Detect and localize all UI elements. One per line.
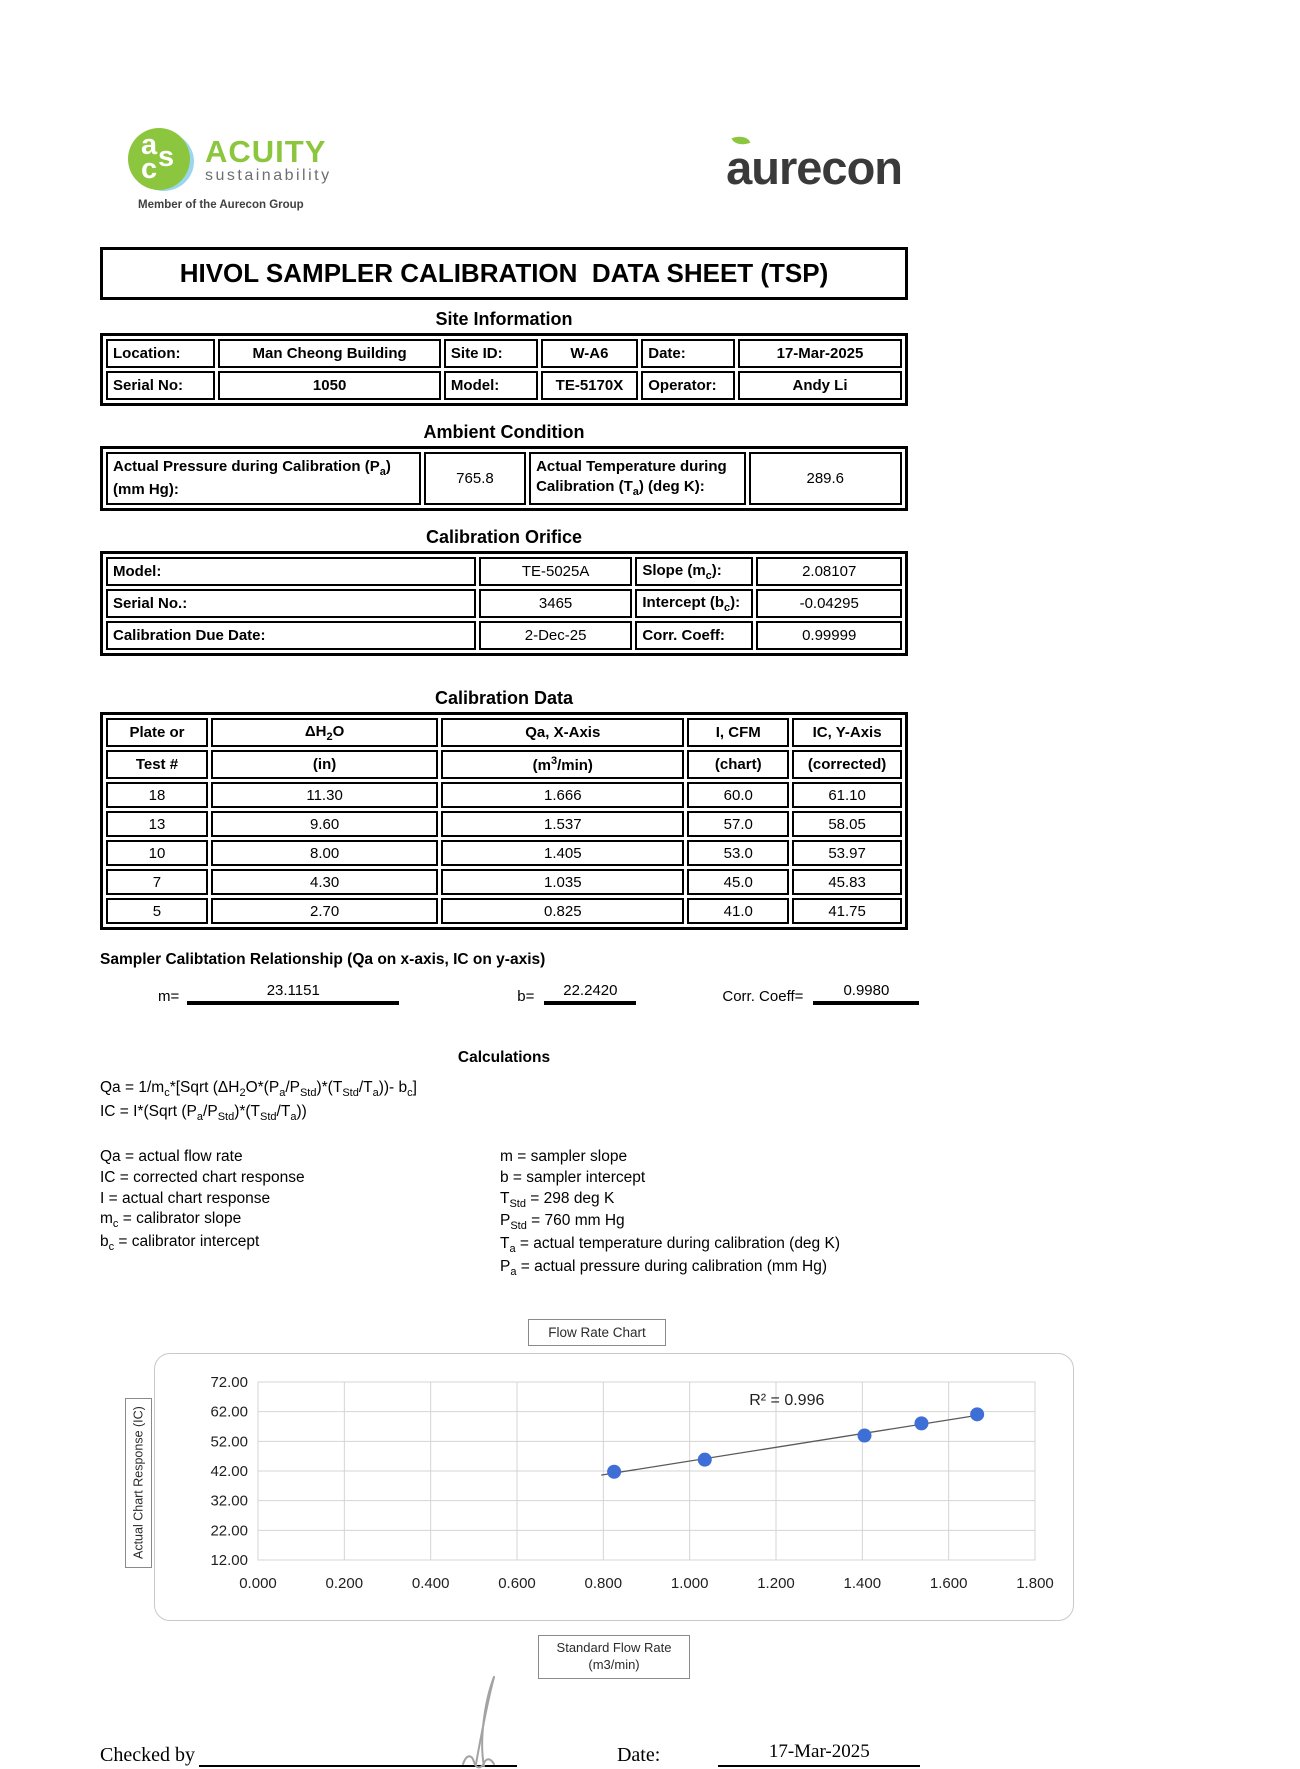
slope-value: 2.08107 <box>756 557 902 586</box>
b-label: b= <box>517 988 535 1006</box>
col-corrected: (corrected) <box>792 750 902 779</box>
svg-text:22.00: 22.00 <box>210 1522 248 1540</box>
footer-date-line <box>718 1741 920 1767</box>
svg-text:12.00: 12.00 <box>210 1552 248 1570</box>
operator-value: Andy Li <box>738 371 902 400</box>
col-in: (in) <box>211 750 438 779</box>
svg-text:1.600: 1.600 <box>929 1575 968 1593</box>
signature <box>421 1674 551 1769</box>
operator-label: Operator: <box>641 371 735 400</box>
site-information-heading: Site Information <box>435 309 573 329</box>
table-row <box>106 452 902 505</box>
aurecon-logo <box>726 141 902 194</box>
chart-frame <box>131 1353 1074 1621</box>
table-header-row <box>106 750 902 779</box>
temperature-value: 289.6 <box>749 452 902 505</box>
svg-text:0.400: 0.400 <box>411 1575 450 1593</box>
table-row: 7 4.30 1.035 45.0 45.83 <box>106 869 902 895</box>
corr-coeff-value: 0.99999 <box>756 621 902 650</box>
orifice-serial-label: Serial No.: <box>106 589 476 618</box>
svg-text:1.000: 1.000 <box>670 1575 709 1593</box>
svg-text:R² = 0.996: R² = 0.996 <box>749 1392 825 1410</box>
footer-date-value: 17-Mar-2025 <box>768 1741 870 1763</box>
scatter-plot <box>163 1366 1063 1602</box>
col-i-cfm: I, CFM <box>687 718 789 747</box>
chart-title-box: Flow Rate Chart <box>528 1319 666 1346</box>
table-row <box>106 621 902 650</box>
acuity-name: ACUITY <box>205 133 327 169</box>
serial-no-value: 1050 <box>218 371 441 400</box>
flow-rate-chart <box>118 1319 1076 1679</box>
checked-by-label: Checked by <box>100 1744 195 1767</box>
table-row: 5 2.70 0.825 41.0 41.75 <box>106 898 902 924</box>
due-date-value: 2-Dec-25 <box>479 621 632 650</box>
acuity-monogram-icon: a s c <box>128 128 194 192</box>
col-dh2o: $\Delta H_2O$ <box>211 718 438 747</box>
table-row: 18 11.30 1.666 60.0 61.10 <box>106 782 902 808</box>
table-row <box>106 371 902 400</box>
definitions-right: m = sampler slope b = sampler intercept $T_{Std} = 298$ deg K $P_{Std} = 760$ mm Hg $T_a$ = actual temperature during calibration (deg K) $P_a$ = actual pressure during calibration (mm Hg) <box>500 1148 840 1278</box>
serial-no-label: Serial No: <box>106 371 215 400</box>
table-row <box>106 589 902 618</box>
site-id-value: W-A6 <box>541 339 639 368</box>
logo-row <box>100 128 908 211</box>
table-header-row <box>106 718 902 747</box>
table-row <box>106 557 902 586</box>
svg-text:1.200: 1.200 <box>757 1575 795 1593</box>
model-value: TE-5170X <box>541 371 639 400</box>
svg-text:1.400: 1.400 <box>843 1575 882 1593</box>
svg-text:62.00: 62.00 <box>210 1404 248 1422</box>
svg-text:0.000: 0.000 <box>239 1575 277 1593</box>
table-row <box>106 339 902 368</box>
svg-text:72.00: 72.00 <box>210 1374 248 1392</box>
svg-text:0.200: 0.200 <box>325 1575 364 1593</box>
site-id-label: Site ID: <box>444 339 538 368</box>
slope-label: Slope $(m_c)$: <box>635 557 753 586</box>
m-label: m= <box>158 988 180 1006</box>
svg-text:32.00: 32.00 <box>210 1493 248 1511</box>
orifice-model-label: Model: <box>106 557 476 586</box>
acuity-member-line: Member of the Aurecon Group <box>138 199 304 211</box>
svg-text:0.800: 0.800 <box>584 1575 623 1593</box>
col-m3min: $(m^3/\min)$ <box>441 750 684 779</box>
col-ic: IC, Y-Axis <box>792 718 902 747</box>
calibration-orifice-heading: Calibration Orifice <box>425 527 583 548</box>
location-value: Man Cheong Building <box>218 339 441 368</box>
orifice-model-value: TE-5025A <box>479 557 632 586</box>
aurecon-wordmark: aurecon <box>726 141 902 194</box>
table-row: 10 8.00 1.405 53.0 53.97 <box>106 840 902 866</box>
col-qa: Qa, X-Axis <box>441 718 684 747</box>
ic-formula: IC = I*(Sqrt $(P_a/P_{Std})*(T_{Std}/T_a)$) <box>100 1103 307 1124</box>
calculations-heading: Calculations <box>457 1049 551 1067</box>
y-axis-label: Actual Chart Response (IC) <box>125 1398 152 1568</box>
date-label: Date: <box>641 339 735 368</box>
svg-text:52.00: 52.00 <box>210 1433 248 1451</box>
orifice-serial-value: 3465 <box>479 589 632 618</box>
col-test: Test # <box>106 750 208 779</box>
due-date-label: Calibration Due Date: <box>106 621 476 650</box>
calibration-orifice-table <box>100 551 908 656</box>
footer-date-label: Date: <box>616 1744 661 1767</box>
m-value: 23.1151 <box>187 982 399 1005</box>
intercept-label: Intercept $(b_c)$: <box>635 589 753 618</box>
svg-text:42.00: 42.00 <box>210 1463 248 1481</box>
svg-text:1.800: 1.800 <box>1016 1575 1054 1593</box>
ambient-condition-heading: Ambient Condition <box>423 422 585 442</box>
corr-value: 0.9980 <box>813 982 919 1005</box>
acuity-subtitle: sustainability <box>205 166 332 184</box>
corr-label: Corr. Coeff= <box>722 988 804 1006</box>
col-chart: (chart) <box>687 750 789 779</box>
pressure-value: 765.8 <box>424 452 526 505</box>
definitions <box>100 1147 1000 1279</box>
relationship-values <box>100 982 1300 1005</box>
ambient-condition-table <box>100 446 908 511</box>
qa-formula: $Qa = 1/m_c*[Sqrt$ $(\Delta H_2O*(P_a/P_{Std})*(T_{Std}/T_a))-$ $b_c$] <box>100 1079 417 1100</box>
col-plate: Plate or <box>106 718 208 747</box>
site-information-table <box>100 333 908 406</box>
acuity-logo <box>100 128 332 211</box>
intercept-value: -0.04295 <box>756 589 902 618</box>
location-label: Location: <box>106 339 215 368</box>
footer <box>100 1739 1020 1767</box>
b-value: 22.2420 <box>544 982 636 1005</box>
x-axis-label: Standard Flow Rate (m3/min) <box>538 1635 691 1679</box>
calibration-data-table <box>100 712 908 930</box>
pressure-label: Actual Pressure during Calibration $(P_a)$ (mm Hg): <box>106 452 421 505</box>
temperature-label: Actual Temperature during Calibration $(T_a)$ (deg K): <box>529 452 745 505</box>
calibration-data-heading: Calibration Data <box>434 688 574 709</box>
relationship-heading: Sampler Calibtation Relationship (Qa on x-axis, IC on y-axis) <box>100 951 546 969</box>
sheet-title: HIVOL SAMPLER CALIBRATION DATA SHEET (TSP) <box>100 247 908 300</box>
date-value: 17-Mar-2025 <box>738 339 902 368</box>
signature-line <box>199 1739 517 1767</box>
model-label: Model: <box>444 371 538 400</box>
corr-coeff-label: Corr. Coeff: <box>635 621 753 650</box>
table-row: 13 9.60 1.537 57.0 58.05 <box>106 811 902 837</box>
definitions-left: Qa = actual flow rate IC = corrected chart response I = actual chart response $m_c$ = calibrator slope $b_c$ = calibrator intercept <box>100 1148 305 1253</box>
svg-text:0.600: 0.600 <box>498 1575 536 1593</box>
